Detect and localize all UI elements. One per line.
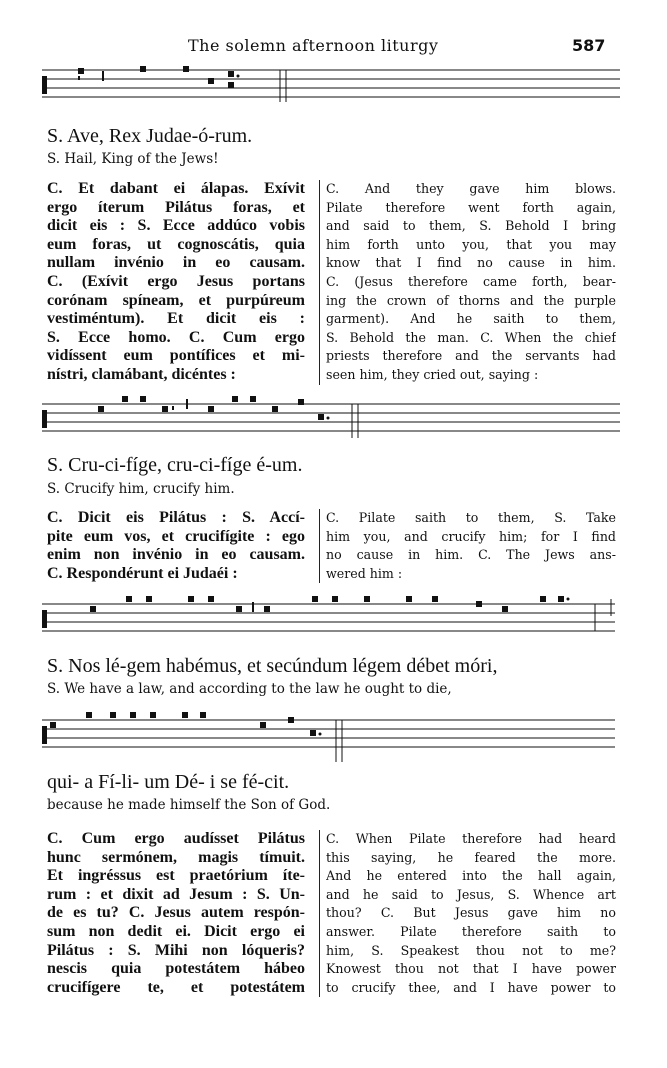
latin-line: enim non invénio in eo causam.	[47, 546, 305, 564]
latin-column	[47, 180, 305, 385]
english-line: wered him :	[326, 565, 403, 581]
latin-line: sum non dedit ei. Dicit ergo ei	[47, 922, 305, 940]
english-line: to crucify thee, and I have power to	[326, 979, 616, 995]
latin-line: corónam spíneam, et purpúreum	[47, 291, 305, 309]
chant-staff-3	[40, 596, 620, 646]
latin-line: Pilátus : S. Mihi non lóqueris?	[47, 941, 305, 959]
latin-line: S. Ecce homo. C. Cum ergo	[47, 328, 305, 346]
page-number: 587	[572, 36, 606, 55]
latin-line: nístri, clamábant, dicéntes :	[47, 365, 236, 383]
latin-line: C. Respondérunt ei Judaéi :	[47, 564, 238, 582]
latin-line: C. (Exívit ergo Jesus portans	[47, 272, 305, 290]
latin-line: C. Dicit eis Pilátus : S. Accí-	[47, 509, 305, 526]
running-title: The solemn afternoon liturgy	[188, 36, 439, 55]
latin-line: crucifígere te, et potestátem	[47, 978, 305, 996]
latin-line: nescis quia potestátem hábeo	[47, 960, 305, 978]
chant-translation: S. Crucify him, crucify him.	[47, 481, 235, 497]
chant-text: S. Cru-ci-fíge, cru-ci-fíge é-um.	[47, 454, 303, 476]
english-line: C. And they gave him blows.	[326, 181, 616, 196]
chant-staff-2	[40, 396, 620, 446]
latin-line: C. Cum ergo audísset Pilátus	[47, 830, 305, 847]
english-line: seen him, they cried out, saying :	[326, 366, 539, 382]
chant-translation: S. We have a law, and according to the law he ought to die,	[47, 681, 452, 697]
english-line: And he entered into the hall again,	[326, 868, 616, 884]
english-line: ing the crown of thorns and the purple	[326, 292, 616, 308]
english-column	[319, 509, 616, 583]
latin-line: vidíssent eum pontífices et mi-	[47, 347, 305, 365]
chant-text: S. Nos lé-gem habémus, et secúndum légem débet móri,	[47, 655, 498, 677]
latin-line: pite eum vos, et crucifígite : ego	[47, 527, 305, 545]
english-line: priests therefore and the servants had	[326, 348, 616, 364]
chant-translation: because he made himself the Son of God.	[47, 797, 331, 813]
latin-line: C. Et dabant ei álapas. Exívit	[47, 180, 305, 197]
chant-text: S. Ave, Rex Judae-ó-rum.	[47, 125, 253, 147]
latin-line: ergo íterum Pilátus foras, et	[47, 198, 305, 216]
english-column	[319, 180, 616, 385]
chant-translation: S. Hail, King of the Jews!	[47, 151, 219, 167]
latin-line: dicit eis : S. Ecce addúco vobis	[47, 217, 305, 235]
latin-line: eum foras, ut cognoscátis, quia	[47, 235, 305, 253]
chant-staff-4	[40, 712, 620, 768]
latin-column	[47, 830, 305, 997]
english-line: thou? C. But Jesus gave him no	[326, 905, 616, 921]
latin-line: Et ingréssus est praetórium íte-	[47, 867, 305, 885]
english-line: C. Pilate saith to them, S. Take	[326, 510, 616, 525]
english-line: answer. Pilate therefore saith to	[326, 923, 616, 939]
english-line: him you, and crucify him; for I find	[326, 528, 616, 544]
english-line: this saying, he feared the more.	[326, 849, 616, 865]
english-line: C. (Jesus therefore came forth, bear-	[326, 273, 616, 289]
english-line: Pilate therefore went forth again,	[326, 199, 616, 215]
latin-line: de es tu? C. Jesus autem respón-	[47, 904, 305, 922]
english-line: S. Behold the man. C. When the chief	[326, 329, 616, 345]
latin-column	[47, 509, 305, 583]
chant-staff-1	[40, 62, 620, 112]
english-line: Knowest thou not that I have power	[326, 961, 616, 977]
chant-text: qui- a Fí-li- um Dé- i se fé-cit.	[47, 771, 290, 793]
english-line: C. When Pilate therefore had heard	[326, 831, 616, 846]
latin-line: vestiméntum). Et dicit eis :	[47, 310, 305, 328]
english-line: know that I find no cause in him.	[326, 255, 616, 271]
latin-line: rum : et dixit ad Jesum : S. Un-	[47, 885, 305, 903]
english-line: garment). And he saith to them,	[326, 311, 616, 327]
english-line: him, S. Speakest thou not to me?	[326, 942, 616, 958]
english-line: and he said to Jesus, S. Whence art	[326, 886, 616, 902]
english-column	[319, 830, 616, 997]
page-header	[0, 36, 667, 60]
latin-line: nullam invénio in eo causam.	[47, 254, 305, 272]
english-line: no cause in him. C. The Jews ans-	[326, 547, 616, 563]
english-line: him forth unto you, that you may	[326, 236, 616, 252]
latin-line: hunc sermónem, magis tímuit.	[47, 848, 305, 866]
english-line: and said to them, S. Behold I bring	[326, 218, 616, 234]
